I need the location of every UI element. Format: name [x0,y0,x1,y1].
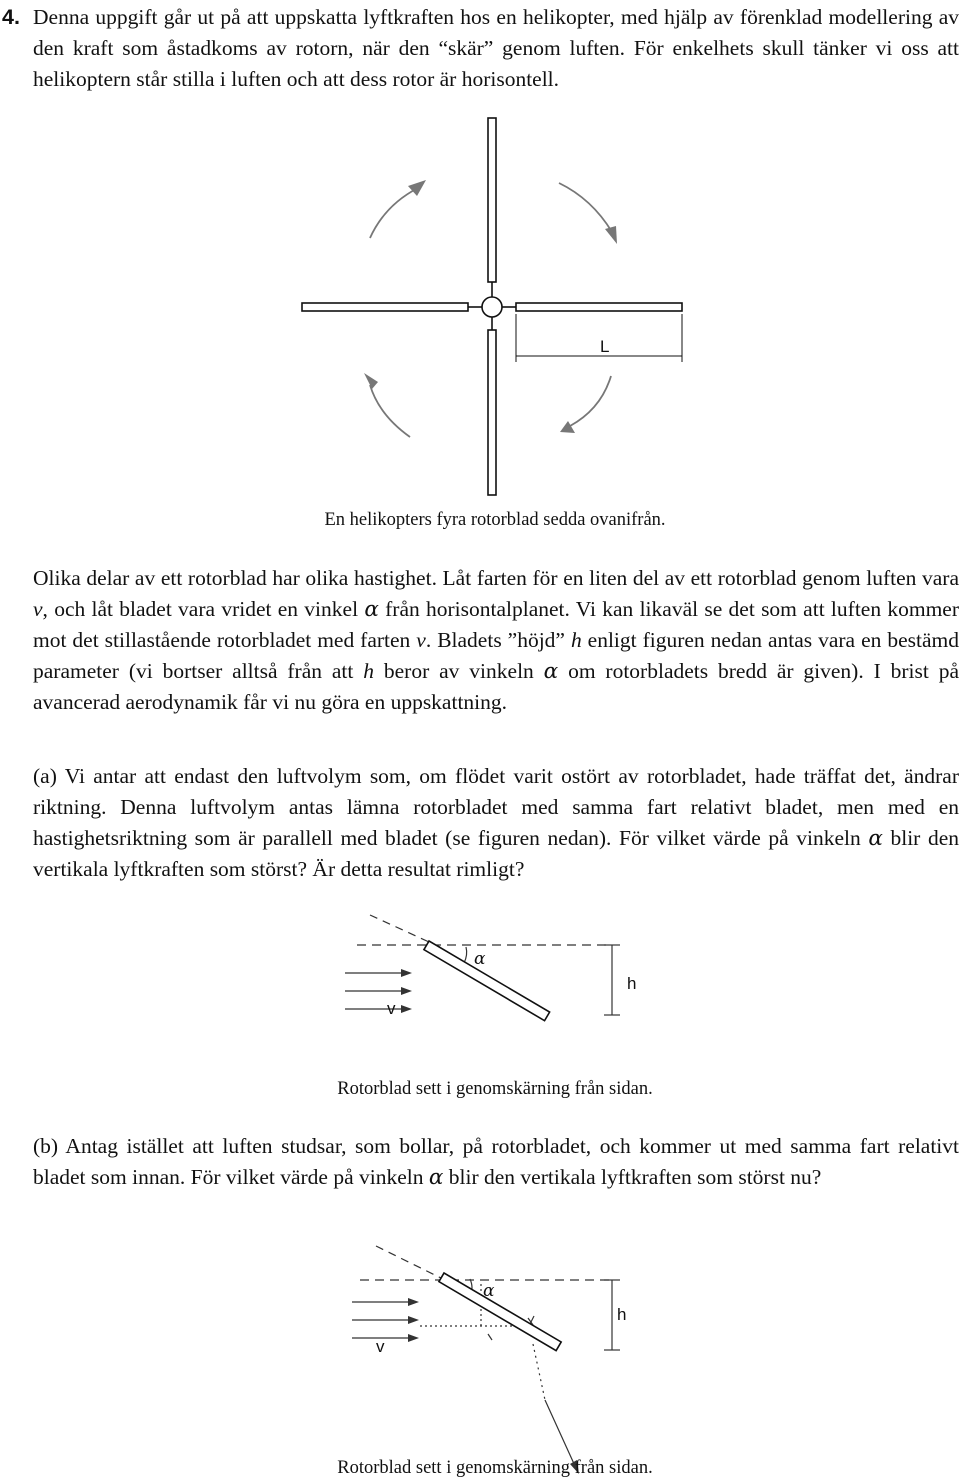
velocity-v-label: v [387,999,396,1018]
rotor-blade-top [488,118,496,282]
fig3-caption: Rotorblad sett i genomskärning från sidan. [337,1458,653,1478]
problem-number: 4. [2,5,20,29]
rotor-blade-left [302,303,468,311]
rotation-arrow-head [364,373,378,389]
rotation-arrow-head [408,180,426,196]
paragraph-velocity: Olika delar av ett rotorblad har olika hastighet. Låt farten för en liten del av ett rotorblad genom luften vara v, och låt bladet vara vridet en vinkel α från horisontalplanet. Vi kan likaväl se det som att luften kommer mot det stillastående rotorbladet med farten v. Bladets ”höjd” h enligt figuren nedan antas vara en bestämd parameter (vi bortser alltså från att h beror av vinkeln α om rotorbladets bredd är given). I brist på avancerad aerodynamik får vi nu göra en uppskattning. [33,566,960,714]
part-a: (a) Vi antar att endast den luftvolym som, om flödet varit ostört av rotorbladet, hade träffat det, ändrar riktning. Denna luftvolym antas lämna rotorbladet med samma fart relativt bladet, men med en hastighetsriktning som är parallell med bladet (se figuren nedan). För vilket värde på vinkeln α blir den vertikala lyftkraften som störst? Är detta resultat rimligt? [33,764,959,881]
fig2-caption: Rotorblad sett i genomskärning från sidan. [337,1079,653,1099]
rotor-top-view-figure [0,0,960,520]
height-h-label: h [617,1305,627,1324]
length-label-L: L [600,337,610,356]
velocity-v-label: v [376,1337,385,1356]
blade-cross-section-a [0,905,960,1045]
angle-alpha-label: α [474,949,486,969]
angle-alpha-label: α [483,1281,495,1301]
intro-text: Denna uppgift går ut på att uppskatta lyftkraften hos en helikopter, med hjälp av förenklad modellering av den kraft som åstadkoms av rotorn, när den “skär” genom luften. För enkelhets skull tänker vi oss att helikoptern står stilla i luften och att dess rotor är horisontell. [33,5,959,91]
rotor-hub [482,297,502,317]
rotation-arrow-head [605,226,617,244]
height-h-label: h [627,974,637,993]
rotor-blade-section [439,1273,561,1351]
rotor-blade-bottom [488,330,496,495]
rotor-blade-right [516,303,682,311]
rotor-blade-section [424,941,550,1021]
part-b: (b) Antag istället att luften studsar, som bollar, på rotorbladet, och kommer ut med samma fart relativt bladet som innan. För vilket värde på vinkeln α blir den vertikala lyftkraften som störst nu? [33,1134,959,1190]
fig1-caption: En helikopters fyra rotorblad sedda ovanifrån. [324,510,666,530]
blade-cross-section-b [0,1240,960,1460]
rotation-arrow-head [560,421,575,433]
